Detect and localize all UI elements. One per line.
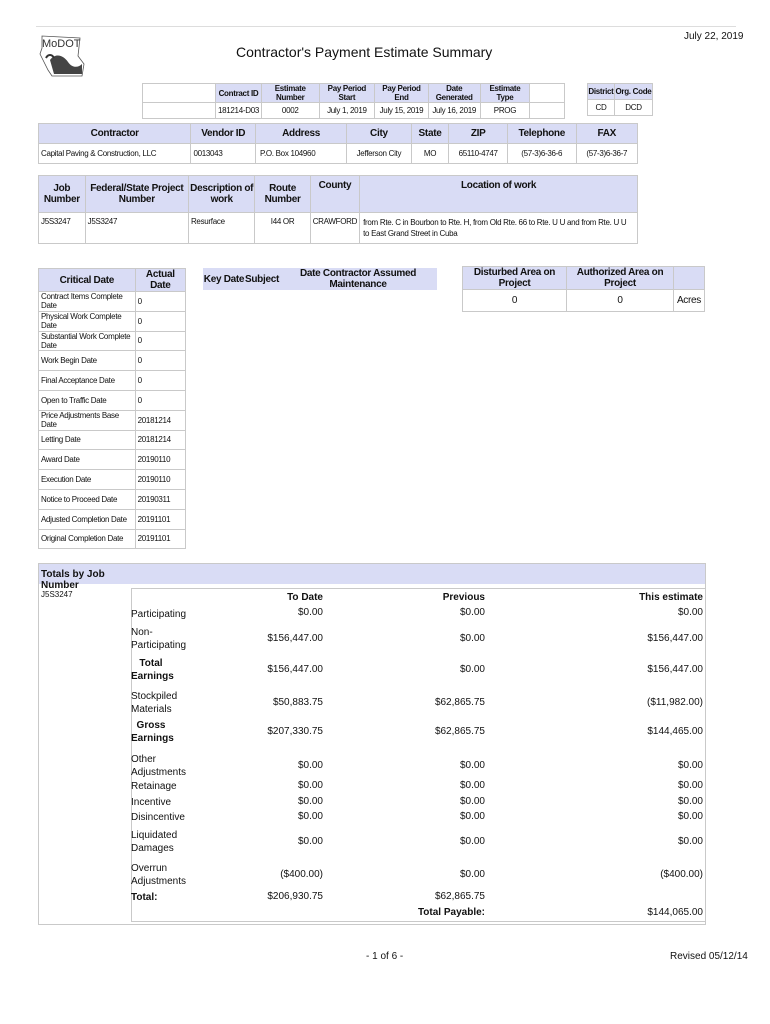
address-value: P.O. Box 104960 [255,144,346,164]
critical-date-row [39,390,186,410]
critical-date-value: 0 [135,311,185,331]
totals-to-date-value: $156,447.00 [267,664,323,675]
totals-previous-value: $0.00 [459,607,485,618]
route-number-header: Route Number [255,176,310,213]
disturbed-area-header: Disturbed Area on Project [463,267,567,290]
totals-this-est-value: $0.00 [677,780,703,791]
fax-value: (57-3)6-36-7 [576,144,637,164]
totals-row-label: Overrun Adjustments [131,863,187,887]
contract-id-value: 181214-D03 [216,103,262,119]
telephone-value: (57-3)6-36-6 [507,144,576,164]
totals-to-date-value: $0.00 [297,796,323,807]
critical-date-label: Substantial Work Complete Date [39,331,136,351]
revised-date: Revised 05/12/14 [670,951,748,962]
critical-date-row [39,292,186,312]
project-number-value: J5S3247 [85,213,188,244]
totals-row-label: Gross Earnings [131,720,174,744]
date-generated-value: July 16, 2019 [428,103,480,119]
critical-date-label: Physical Work Complete Date [39,311,136,331]
previous-header: Previous [442,592,485,603]
top-rule [36,26,736,27]
totals-to-date-value: $0.00 [297,836,323,847]
totals-previous-value: $62,865.75 [434,697,485,708]
critical-date-row [39,509,186,529]
fax-header: FAX [576,124,637,144]
maintenance-header: Date Contractor Assumed Maintenance [279,268,437,290]
district-value: CD [588,100,615,116]
contract-info-table [142,83,565,119]
modot-logo [38,34,88,80]
project-number-header: Federal/State Project Number [85,176,188,213]
critical-date-label: Original Completion Date [39,529,136,549]
estimate-type-value: PROG [480,103,530,119]
totals-header-bar [129,564,705,584]
totals-row [131,829,705,857]
date-generated-header: Date Generated [428,84,480,103]
critical-date-label: Letting Date [39,430,136,450]
logo-text: MoDOT [42,38,81,50]
critical-date-row [39,470,186,490]
totals-this-est-value: $0.00 [677,811,703,822]
totals-row-label: Incentive [131,797,172,808]
critical-date-value: 20191101 [135,529,185,549]
contractor-table [38,123,638,164]
critical-date-label: Adjusted Completion Date [39,509,136,529]
totals-row [131,753,705,781]
totals-to-date-value: $0.00 [297,607,323,618]
totals-previous-value: $0.00 [459,664,485,675]
critical-date-value: 0 [135,331,185,351]
totals-this-est-value: $0.00 [677,760,703,771]
critical-date-value: 0 [135,371,185,391]
totals-to-date-value: $207,330.75 [267,726,323,737]
description-value: Resurface [188,213,254,244]
org-code-header: Org. Code [614,84,652,100]
job-number-header: Job Number [39,176,86,213]
critical-date-value: 20190110 [135,470,185,490]
city-header: City [347,124,411,144]
district-table [587,83,653,116]
totals-row-label: Participating [131,609,187,620]
totals-row-label: Total: [131,892,158,903]
critical-date-value: 20181214 [135,410,185,430]
area-unit: Acres [674,290,705,312]
critical-date-label: Execution Date [39,470,136,490]
critical-date-row [39,430,186,450]
totals-to-date-value: $206,930.75 [267,891,323,902]
totals-row [131,690,705,718]
critical-date-row [39,311,186,331]
page-number: - 1 of 6 - [366,951,404,962]
page-title: Contractor's Payment Estimate Summary [236,44,493,60]
actual-date-header: Actual Date [135,269,185,292]
report-date: July 22, 2019 [684,31,744,42]
totals-this-est-value: $156,447.00 [647,664,703,675]
totals-row [131,719,705,747]
critical-date-row [39,450,186,470]
total-payable-value: $144,065.00 [647,907,703,918]
critical-date-row [39,489,186,509]
totals-section [38,563,706,925]
vendor-id-header: Vendor ID [191,124,256,144]
job-number-value: J5S3247 [39,213,86,244]
critical-date-label: Price Adjustments Base Date [39,410,136,430]
critical-date-value: 0 [135,292,185,312]
totals-to-date-value: $50,883.75 [272,697,323,708]
totals-title: Totals by Job Number [39,564,129,584]
totals-row-label: Other Adjustments [131,754,187,778]
totals-this-est-value: $144,465.00 [647,726,703,737]
totals-this-est-value: $0.00 [677,796,703,807]
critical-date-value: 0 [135,390,185,410]
totals-previous-value: $0.00 [459,836,485,847]
totals-previous-value: $0.00 [459,869,485,880]
telephone-header: Telephone [507,124,576,144]
totals-previous-value: $0.00 [459,811,485,822]
estimate-number-value: 0002 [261,103,319,119]
disturbed-area-value: 0 [463,290,567,312]
totals-to-date-value: $0.00 [297,760,323,771]
critical-date-label: Final Acceptance Date [39,371,136,391]
totals-this-est-value: $0.00 [677,836,703,847]
totals-row-label: Non-Participating [131,627,187,651]
critical-date-label: Contract Items Complete Date [39,292,136,312]
authorized-area-header: Authorized Area on Project [567,267,674,290]
totals-previous-value: $62,865.75 [434,891,485,902]
totals-row-label: Stockpiled Materials [131,691,178,715]
critical-date-label: Work Begin Date [39,351,136,371]
estimate-number-header: Estimate Number [261,84,319,103]
contractor-value: Capital Paving & Construction, LLC [39,144,191,164]
estimate-type-header: Estimate Type [480,84,530,103]
totals-this-est-value: ($11,982.00) [647,697,703,708]
critical-dates-table [38,268,186,549]
totals-row [131,862,705,890]
critical-date-row [39,371,186,391]
authorized-area-value: 0 [567,290,674,312]
totals-row-label: Retainage [131,781,177,792]
area-table [462,266,705,312]
totals-row-label: Liquidated Damages [131,830,178,854]
county-value: CRAWFORD [310,213,359,244]
city-value: Jefferson City [347,144,411,164]
critical-date-value: 20190311 [135,489,185,509]
key-date-header: Key Date [203,268,245,290]
location-value: from Rte. C in Bourbon to Rte. H, from Old Rte. 66 to Rte. U U and from Rte. U U to East Grand Street in Cuba [360,213,638,244]
critical-date-label: Notice to Proceed Date [39,489,136,509]
contractor-header: Contractor [39,124,191,144]
critical-date-value: 20190110 [135,450,185,470]
state-value: MO [411,144,449,164]
totals-row [131,811,705,825]
critical-date-value: 20181214 [135,430,185,450]
route-number-value: I44 OR [255,213,310,244]
totals-row [131,891,705,905]
totals-row [131,657,705,685]
critical-date-label: Open to Traffic Date [39,390,136,410]
totals-this-est-value: $156,447.00 [647,633,703,644]
contract-id-header: Contract ID [216,84,262,103]
totals-to-date-value: $0.00 [297,811,323,822]
org-code-value: DCD [614,100,652,116]
job-table [38,175,638,244]
pay-period-start-value: July 1, 2019 [319,103,375,119]
pay-period-end-value: July 15, 2019 [375,103,429,119]
critical-date-header: Critical Date [39,269,136,292]
totals-row-label: Disincentive [131,812,185,823]
zip-header: ZIP [449,124,507,144]
totals-previous-value: $0.00 [459,760,485,771]
pay-period-start-header: Pay Period Start [319,84,375,103]
critical-date-row [39,351,186,371]
totals-previous-value: $0.00 [459,780,485,791]
totals-previous-value: $0.00 [459,796,485,807]
total-payable-label: Total Payable: [417,907,485,918]
totals-previous-value: $0.00 [459,633,485,644]
pay-period-end-header: Pay Period End [375,84,429,103]
zip-value: 65110-4747 [449,144,507,164]
critical-date-row [39,529,186,549]
state-header: State [411,124,449,144]
vendor-id-value: 0013043 [191,144,256,164]
totals-row [131,796,705,810]
county-header: County [310,176,359,213]
totals-row-label: Total Earnings [131,658,174,682]
location-header: Location of work [360,176,638,213]
totals-previous-value: $62,865.75 [434,726,485,737]
totals-to-date-value: $156,447.00 [267,633,323,644]
totals-to-date-value: $0.00 [297,780,323,791]
totals-this-est-value: ($400.00) [660,869,703,880]
to-date-header: To Date [287,592,323,603]
subject-header: Subject [245,268,279,290]
critical-date-value: 0 [135,351,185,371]
critical-date-row [39,331,186,351]
critical-date-row [39,410,186,430]
key-dates-table [203,268,437,290]
totals-row [131,780,705,794]
critical-date-label: Award Date [39,450,136,470]
totals-this-est-value: $0.00 [677,607,703,618]
critical-date-value: 20191101 [135,509,185,529]
totals-row [131,626,705,654]
totals-job-number: J5S3247 [41,590,73,599]
this-estimate-header: This estimate [639,592,703,603]
address-header: Address [255,124,346,144]
totals-row [131,608,705,622]
totals-to-date-value: ($400.00) [280,869,323,880]
description-header: Description of work [188,176,254,213]
district-header: District [588,84,615,100]
